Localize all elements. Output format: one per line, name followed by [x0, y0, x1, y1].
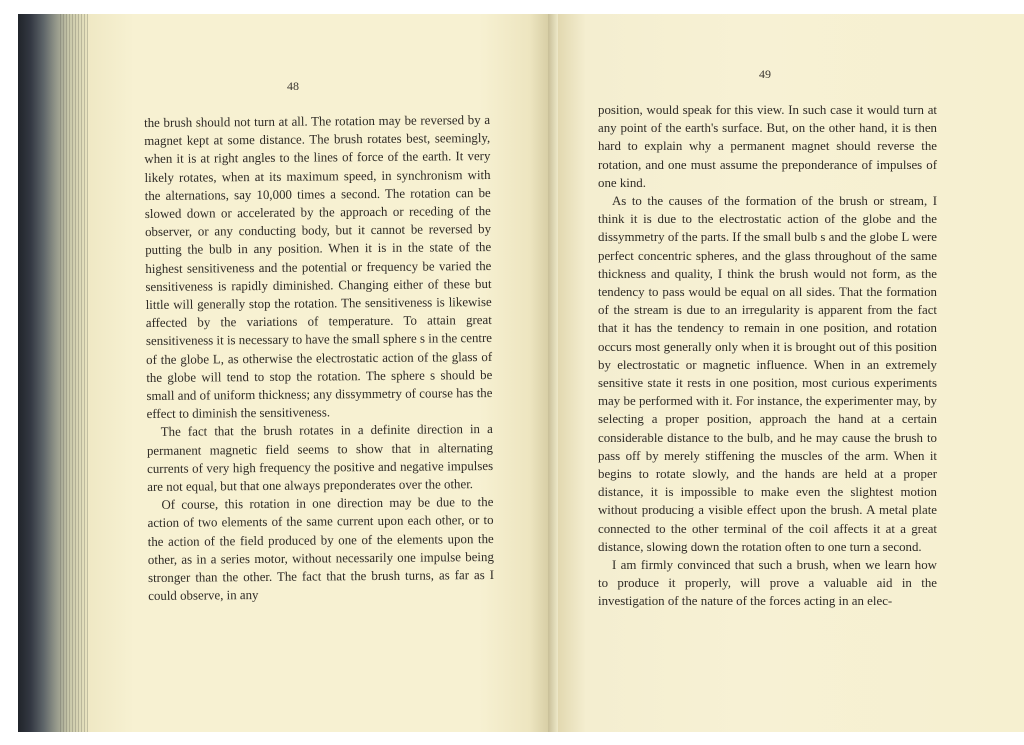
left-page-number: 48	[287, 79, 299, 93]
paragraph: I am firmly convinced that such a brush, when we learn how to produce it properly, will prove a valuable aid in the investigation of the nature of the forces acting in an elec-	[598, 558, 937, 609]
paragraph: Of course, this rotation in one direction may be due to the action of two elements of the same current upon each other, or to the action of the field produced by one of the elements upon the other, as in a series motor, without necessarily one impulse being stronger than the other. The fact that the brush turns, as far as I could observe, in any	[147, 495, 495, 604]
paragraph: The fact that the brush rotates in a definite direction in a permanent magnetic field seems to show that in alternating currents of very high frequency the positive and negative impulses are not equal, but that one always preponderates over the other.	[146, 422, 494, 495]
book-gutter	[548, 14, 558, 732]
page-edge-lines	[60, 14, 90, 732]
paragraph: the brush should not turn at all. The rotation may be reversed by a magnet kept at some distance. The brush rotates best, seemingly, when it is at right angles to the lines of force of the earth. It very likely rotates, when at its maximum speed, in synchronism with the alternations, say 10,000 times a second. The rotation can be slowed down or accelerated by the approach or receding of the observer, or any conducting body, but it cannot be reversed by putting the bulb in any position. When it is in the state of the highest sensitiveness and the potential or frequency be varied the sensitiveness is rapidly diminished. Changing either of these but little will generally stop the rotation. The sensitiveness is likewise affected by the variations of temperature. To attain great sensitiveness it is necessary to have the small sphere s in the centre of the globe L, as otherwise the electrostatic action of the glass of the globe will tend to stop the rotation. The sphere s should be small and of uniform thickness; any dissymmetry of course has the effect to diminish the sensitiveness.	[144, 112, 493, 422]
book-page-edges	[18, 14, 88, 732]
right-page-number: 49	[759, 67, 771, 81]
left-page-text	[144, 111, 494, 605]
paragraph: As to the causes of the formation of the brush or stream, I think it is due to the electrostatic action of the globe and the dissymmetry of the parts. If the small bulb s and the globe L were perfect concentric spheres, and the glass throughout of the same thickness and quality, I think the brush would not form, as the tendency to pass would be equal on all sides. That the formation of the stream is due to an irregularity is apparent from the fact that it has the tendency to remain in one position, and rotation occurs most generally only when it is brought out of this position by electrostatic or magnetic influence. When in an extremely sensitive state it rests in one position, most curious experiments may be performed with it. For instance, the experimenter may, by selecting a proper position, approach the hand at a certain considerable distance to the bulb, and he may cause the brush to pass off by merely stiffening the muscles of the arm. When it begins to rotate slowly, and the hands are held at a proper distance, it is impossible to make even the slightest motion without producing a visible effect upon the brush. A metal plate connected to the other terminal of the coil affects it at a great distance, slowing down the rotation often to one turn a second.	[598, 194, 937, 554]
paragraph: position, would speak for this view. In such case it would turn at any point of the earth's surface. But, on the other hand, it is then hard to explain why a permanent magnet should reverse the rotation, and one must assume the preponderance of impulses of one kind.	[598, 103, 937, 190]
right-page-text	[598, 101, 937, 611]
